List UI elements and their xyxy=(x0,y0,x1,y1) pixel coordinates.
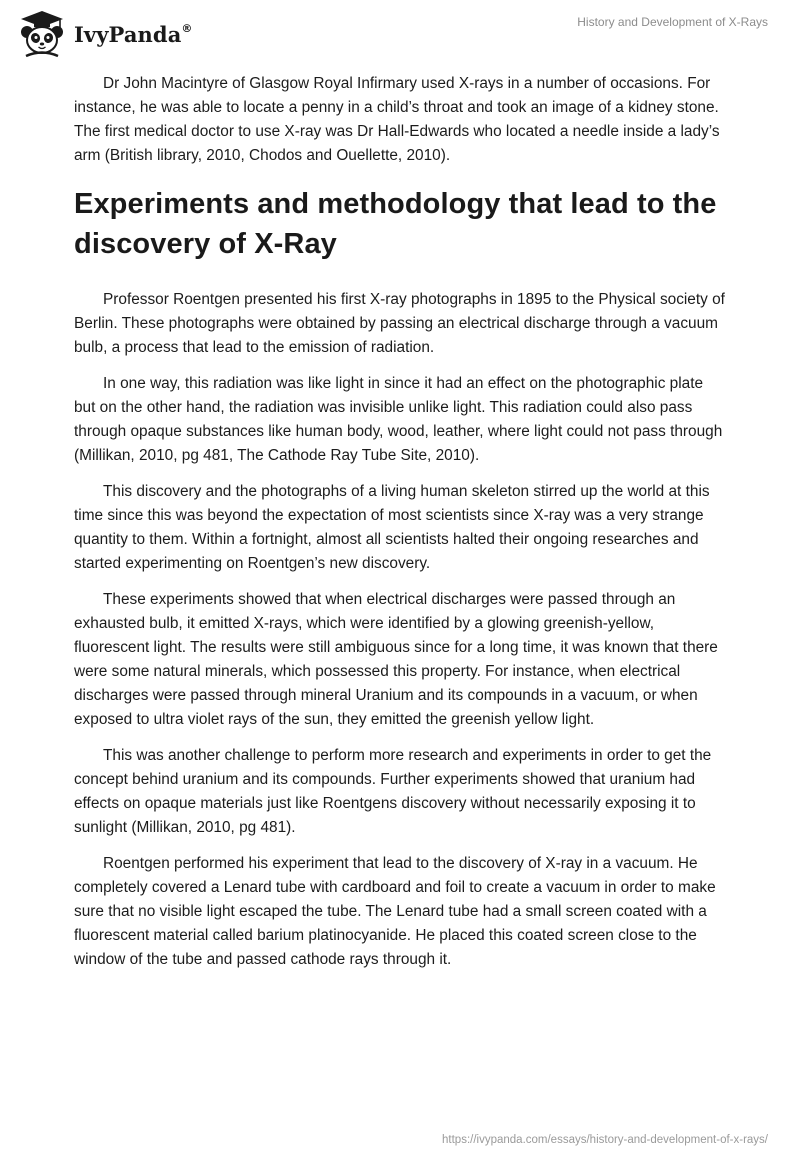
body-paragraph: This discovery and the photographs of a living human skeleton stirred up the world at this time since this was beyond the expectation of most scientists since X-ray was a very strange quantity to them. Within a fortnight, almost all scientists halted their ongoing researches and started experimenting on Roentgen’s new discovery. xyxy=(74,483,710,572)
intro-paragraph: Dr John Macintyre of Glasgow Royal Infirmary used X-rays in a number of occasions. For instance, he was able to locate a penny in a child’s throat and took an image of a kidney stone. The first medical doctor to use X-ray was Dr Hall-Edwards who located a needle inside a lady’s arm (British library, 2010, Chodos and Ouellette, 2010). xyxy=(74,75,720,164)
body-paragraph: Roentgen performed his experiment that lead to the discovery of X-ray in a vacuum. He completely covered a Lenard tube with cardboard and foil to create a vacuum in order to make sure that no visible light escaped the tube. The Lenard tube had a small screen coated with a fluorescent material called barium platinocyanide. He placed this coated screen close to the window of the tube and passed cathode rays through it. xyxy=(74,855,716,968)
ivypanda-logo[interactable] xyxy=(14,8,193,58)
registered-mark: ® xyxy=(181,21,193,35)
body-paragraph: In one way, this radiation was like light in since it had an effect on the photographic plate but on the other hand, the radiation was invisible unlike light. This radiation could also pass through opaque substances like human body, wood, leather, where light could not pass through (Millikan, 2010, pg 481, The Cathode Ray Tube Site, 2010). xyxy=(74,375,723,464)
source-url[interactable]: https://ivypanda.com/essays/history-and-development-of-x-rays/ xyxy=(442,1134,768,1146)
brand-label: IvyPanda xyxy=(74,21,182,47)
document-title: History and Development of X-Rays xyxy=(577,15,768,29)
body-paragraph: This was another challenge to perform more research and experiments in order to get the concept behind uranium and its compounds. Further experiments showed that uranium had effects on opaque materials just like Roentgens discovery without necessarily exposing it to sunlight (Millikan, 2010, pg 481). xyxy=(74,747,712,836)
panda-graduate-icon xyxy=(14,8,70,58)
page-header xyxy=(0,0,800,60)
essay-body xyxy=(74,72,726,984)
brand-name xyxy=(74,22,193,47)
section-heading: Experiments and methodology that lead to the discovery of X-Ray xyxy=(74,188,717,260)
body-paragraph: These experiments showed that when electrical discharges were passed through an exhausted bulb, it emitted X-rays, which were identified by a glowing greenish-yellow, fluorescent light. The results were still ambiguous since for a long time, it was known that there were some natural minerals, which possessed this property. For instance, when electrical discharges were passed through mineral Uranium and its compounds in a vacuum, or when exposed to ultra violet rays of the sun, they emitted the greenish yellow light. xyxy=(74,591,718,728)
body-paragraph: Professor Roentgen presented his first X-ray photographs in 1895 to the Physical society of Berlin. These photographs were obtained by passing an electrical discharge through a vacuum bulb, a process that lead to the emission of radiation. xyxy=(74,291,725,356)
